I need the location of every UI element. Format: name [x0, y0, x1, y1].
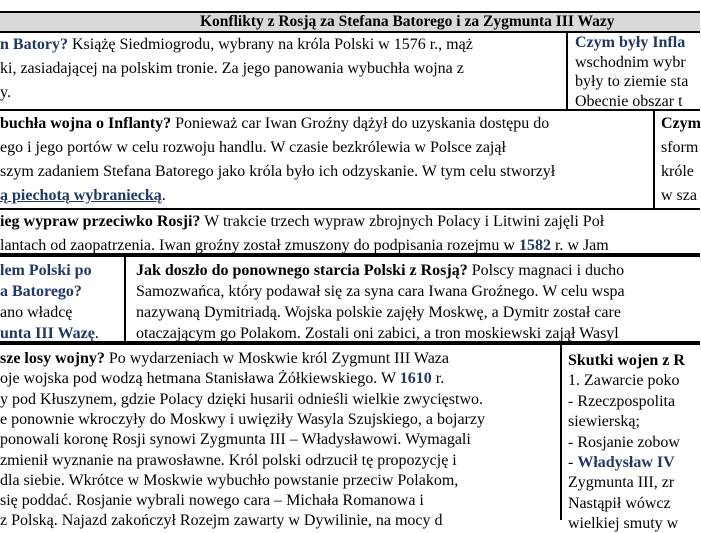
text-line — [0, 283, 82, 301]
text-span: - Rzeczpospolita — [568, 392, 676, 410]
text-line — [661, 115, 701, 133]
text-line — [0, 391, 483, 409]
text-span: W trakcie trzech wypraw zbrojnych Polacy i Litwini zajęli Poł — [200, 213, 605, 230]
text-span: otaczającym go Polakom. Zostali oni zabici, a tron moskiewski zajął Wasyl — [136, 325, 619, 342]
text-line — [136, 262, 624, 280]
text-span: siewierską; — [568, 413, 640, 431]
text-line — [575, 34, 685, 52]
text-line — [568, 515, 678, 533]
text-span: lantach od zaopatrzenia. Iwan groźny został zmuszony do podpisania rozejmu w — [0, 237, 519, 254]
text-line — [575, 73, 688, 91]
highlighted-text-span: 1582 — [518, 237, 551, 254]
text-line — [575, 93, 683, 111]
highlighted-text-span: Czym były Infla — [575, 34, 686, 51]
text-line — [0, 411, 485, 429]
table-title: Konflikty z Rosją za Stefana Batorego i za Zygmunta III Wazy — [200, 13, 615, 30]
text-line — [661, 187, 697, 205]
highlighted-text-span: Czym — [661, 115, 701, 132]
highlighted-text-span: Skutki wojen z R — [568, 352, 685, 369]
text-line — [568, 393, 675, 411]
text-span: były to ziemie sta — [575, 73, 689, 90]
text-span: - — [568, 454, 578, 471]
text-line — [568, 352, 685, 370]
highlighted-text-span: ieg wypraw przeciwko Rosji? — [0, 213, 201, 230]
text-line — [0, 304, 72, 322]
text-span: Zygmunta III, zr — [568, 474, 675, 492]
text-line — [0, 350, 449, 368]
text-line — [0, 60, 464, 78]
text-line — [136, 304, 621, 322]
text-line — [0, 452, 457, 470]
text-line — [568, 372, 680, 390]
text-span: y. — [0, 84, 11, 101]
text-span: y pod Kłuszynem, gdzie Polacy dzięki husarii odnieśli wielkie zwycięstwo. — [0, 390, 483, 408]
text-span: sform — [661, 139, 699, 156]
highlighted-text-span: a Batorego? — [0, 283, 82, 300]
text-line — [0, 139, 506, 157]
column-divider — [124, 257, 126, 341]
highlighted-text-span: 1610 — [399, 370, 432, 388]
column-divider — [566, 33, 568, 109]
highlighted-text-span: n Batory? — [0, 36, 68, 53]
text-span: Samozwańca, który podawał się za syna cara Iwana Groźnego. W celu wspa — [136, 283, 625, 300]
text-line — [136, 325, 619, 343]
text-span: króle — [661, 163, 694, 180]
highlighted-text-span: Jak doszło do ponownego starcia Polski z Rosją? — [136, 262, 468, 279]
text-span: 1. Zawarcie poko — [568, 372, 680, 390]
table-header-band — [0, 11, 700, 33]
text-span: z Polską. Najazd zakończył Rozejm zawarty w Dywilinie, na mocy d — [0, 512, 443, 530]
text-line — [661, 163, 694, 181]
text-line — [0, 237, 609, 255]
text-span: . — [161, 187, 166, 204]
text-line — [575, 54, 686, 72]
text-span: r. — [431, 370, 445, 388]
text-line — [0, 472, 458, 490]
text-span: wschodnim wybr — [575, 53, 686, 71]
text-span: - Rosjanie zobow — [568, 433, 680, 451]
text-line — [568, 413, 640, 431]
row-border — [0, 208, 700, 210]
text-span: Nastąpił wówcz — [568, 494, 671, 512]
highlighted-text-span: lem Polski po — [0, 262, 92, 279]
column-divider — [560, 345, 562, 520]
text-span: r. w Jam — [550, 237, 609, 254]
text-line — [568, 495, 671, 513]
text-span: szym zadaniem Stefana Batorego jako króla było ich odzyskanie. W tym celu stworzył — [0, 163, 556, 180]
text-span: ki, zasiadającej na polskim tronie. Za jego panowania wybuchła wojna z — [0, 60, 464, 77]
text-line — [0, 36, 473, 54]
text-span: Obecnie obszar t — [575, 92, 683, 110]
text-span: się poddać. Rosjanie wybrali nowego cara – Michała Romanowa i — [0, 492, 424, 510]
text-line — [0, 115, 549, 133]
text-span: ego i jego portów w celu rozwoju handlu. W czasie bezkrólewia w Polsce zajął — [0, 139, 506, 156]
highlighted-text-span: unta III Wazę — [0, 325, 95, 342]
highlighted-text-span: buchła wojna o Inflanty? — [0, 115, 172, 132]
text-line — [0, 370, 444, 388]
text-line — [0, 431, 471, 449]
highlighted-text-span: sze losy wojny? — [0, 350, 105, 367]
text-line — [661, 139, 698, 157]
text-span: Książę Siedmiogrodu, wybrany na króla Polski w 1576 r., mąż — [68, 36, 473, 53]
column-divider — [653, 111, 655, 208]
text-span: dla siebie. Wkrótce w Moskwie wybuchło powstanie przeciw Polakom, — [0, 471, 459, 489]
text-line — [0, 512, 443, 530]
text-span: . — [94, 325, 99, 342]
text-line — [0, 187, 166, 205]
text-span: Polscy magnaci i ducho — [467, 262, 625, 279]
text-span: ponowali koronę Rosji synowi Zygmunta III – Władysławowi. Wymagali — [0, 431, 471, 449]
text-line — [0, 492, 424, 510]
text-span: oje wojska pod wodzą hetmana Stanisława Żółkiewskiego. W — [0, 370, 400, 388]
highlighted-text-span: ą piechotą wybraniecką — [0, 187, 162, 204]
text-line — [0, 325, 99, 343]
text-span: Po wydarzeniach w Moskwie król Zygmunt III Waza — [104, 350, 449, 367]
text-line — [0, 213, 604, 231]
text-span: zmienił wyznanie na prawosławne. Król polski odrzucił tę propozycję i — [0, 451, 457, 469]
text-line — [0, 84, 11, 102]
text-span: Ponieważ car Iwan Groźny dążył do uzyskania dostępu do — [171, 115, 550, 132]
text-line — [136, 283, 625, 301]
text-span: ano władcę — [0, 304, 73, 321]
text-span: wielkiej smuty w — [568, 515, 679, 533]
highlighted-text-span: Władysław IV — [577, 454, 675, 471]
text-line — [0, 262, 92, 280]
text-span: nazywaną Dymitriadą. Wojska polskie zajęły Moskwę, a Dymitr został care — [136, 304, 621, 321]
text-span: w sza — [661, 187, 697, 204]
text-line — [568, 454, 675, 472]
text-line — [568, 434, 680, 452]
text-span: e ponownie wkroczyły do Moskwy i uwięziły Wasyla Szujskiego, a bojarzy — [0, 410, 485, 428]
text-line — [568, 474, 674, 492]
text-line — [0, 163, 555, 181]
